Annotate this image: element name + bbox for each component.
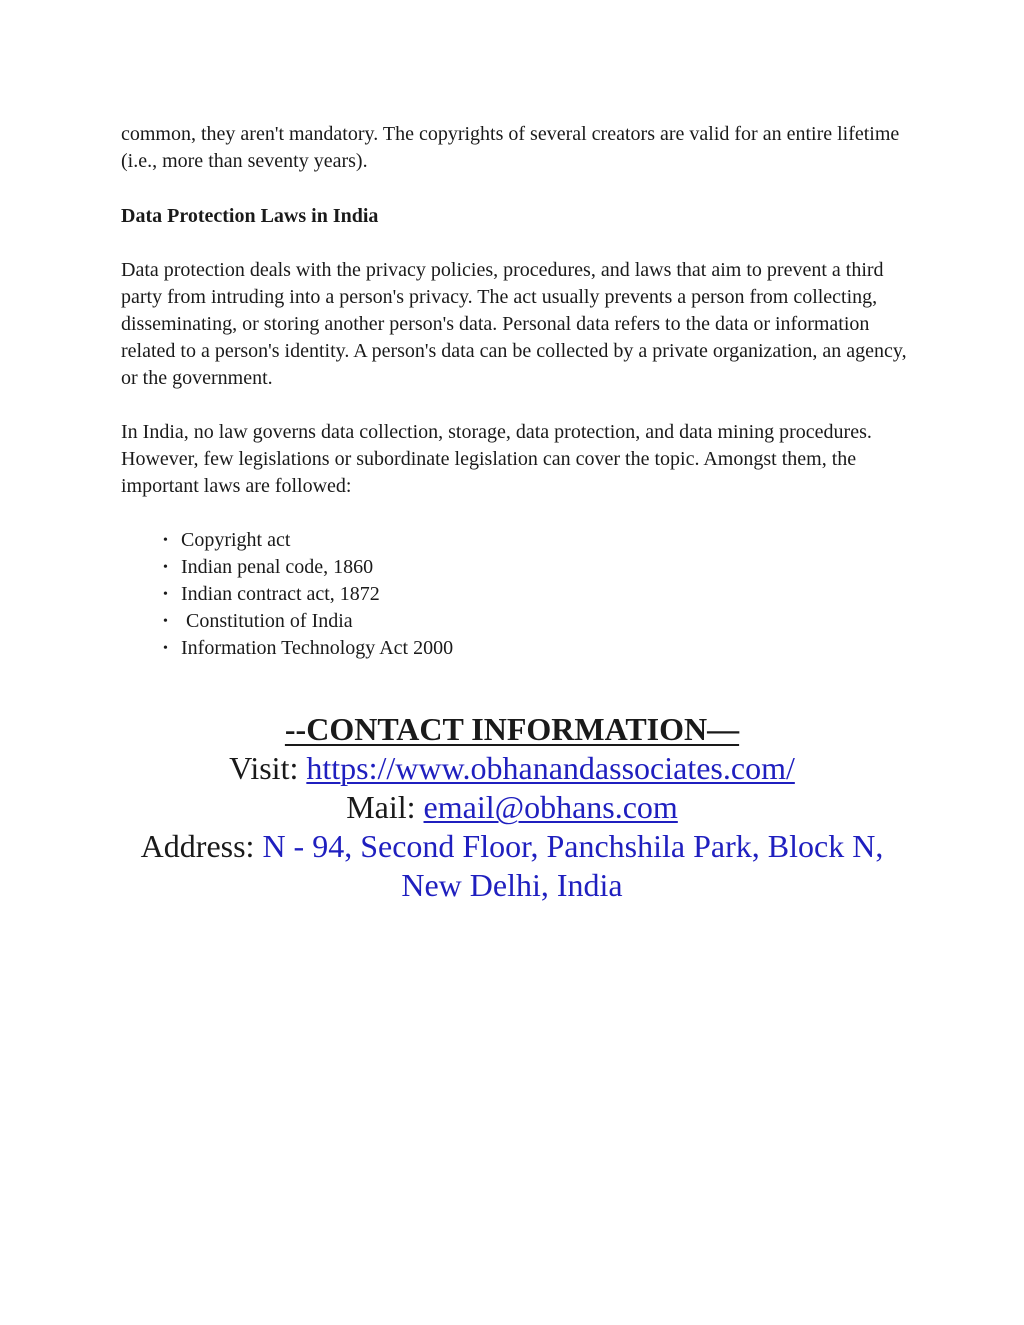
- body-paragraph-1: Data protection deals with the privacy policies, procedures, and laws that aim to prevent a third party from intruding into a person's privacy. The act usually prevents a person from collecting, disseminating, or storing another person's data. Personal data refers to the data or information related to a person's identity. A person's data can be collected by a private organization, an agency, or the government.: [121, 259, 907, 389]
- list-item: • Copyright act: [161, 527, 911, 554]
- email-link[interactable]: email@obhans.com: [423, 789, 678, 825]
- list-item: • Indian contract act, 1872: [161, 581, 911, 608]
- address-line: [0, 827, 1024, 866]
- list-item: • Indian penal code, 1860: [161, 554, 911, 581]
- bullet-icon: •: [163, 641, 168, 656]
- list-item: • Information Technology Act 2000: [161, 635, 911, 662]
- intro-paragraph: common, they aren't mandatory. The copyrights of several creators are valid for an entire lifetime (i.e., more than seventy years).: [121, 123, 900, 172]
- address-line-2: [0, 866, 1024, 905]
- contact-block: [0, 710, 1024, 905]
- visit-label: Visit:: [229, 750, 307, 786]
- address-value-2: New Delhi, India: [401, 867, 623, 903]
- list-item: • Constitution of India: [161, 608, 911, 635]
- bullet-icon: •: [163, 614, 168, 629]
- address-label: Address:: [140, 828, 263, 864]
- laws-list: [121, 527, 911, 662]
- document-page: [121, 121, 911, 662]
- visit-line: [0, 749, 1024, 788]
- website-link[interactable]: https://www.obhanandassociates.com/: [306, 750, 795, 786]
- address-value: N - 94, Second Floor, Panchshila Park, Block N,: [262, 828, 884, 864]
- mail-label: Mail:: [346, 789, 424, 825]
- bullet-icon: •: [163, 560, 168, 575]
- mail-line: [0, 788, 1024, 827]
- bullet-icon: •: [163, 587, 168, 602]
- contact-title: --CONTACT INFORMATION—: [284, 711, 740, 747]
- body-paragraph-2: In India, no law governs data collection, storage, data protection, and data mining procedures. However, few legislations or subordinate legislation can cover the topic. Amongst them, the important laws are followed:: [121, 421, 872, 497]
- bullet-icon: •: [163, 533, 168, 548]
- section-heading: Data Protection Laws in India: [121, 205, 379, 227]
